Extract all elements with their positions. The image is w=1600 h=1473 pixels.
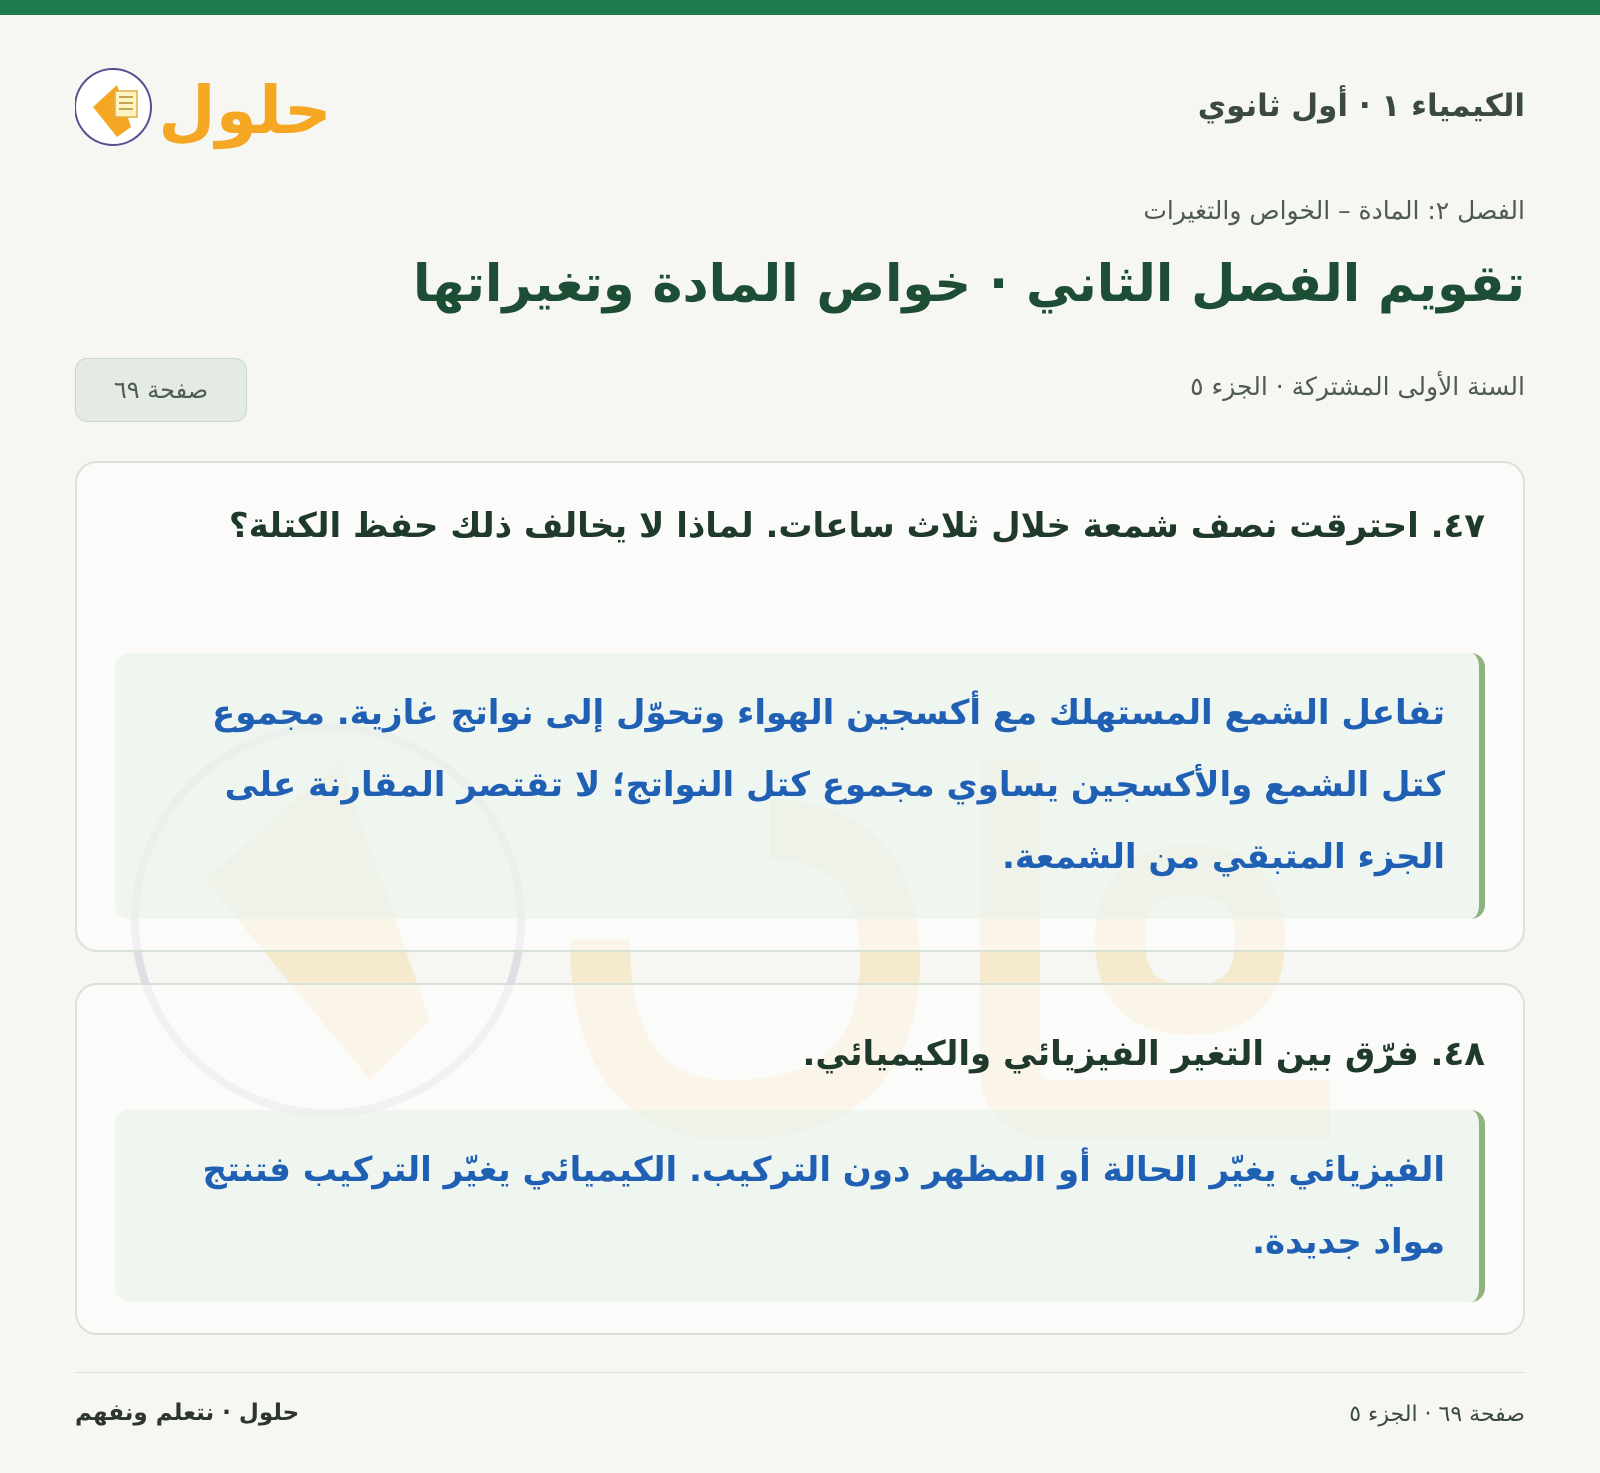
chapter-label: الفصل ٢: المادة – الخواص والتغيرات xyxy=(1143,196,1525,225)
page-header xyxy=(75,55,1525,165)
answer-box: تفاعل الشمع المستهلك مع أكسجين الهواء وتحوّل إلى نواتج غازية. مجموع كتل الشمع والأكسجين يساوي مجموع كتل النواتج؛ لا تقتصر المقارنة على الجزء المتبقي من الشمعة. xyxy=(115,653,1485,919)
question-card xyxy=(75,983,1525,1335)
footer-divider xyxy=(75,1372,1525,1373)
question-card xyxy=(75,461,1525,952)
top-accent-bar xyxy=(0,0,1600,15)
question-text: ٤٨. فرّق بين التغير الفيزيائي والكيميائي. xyxy=(802,1034,1485,1074)
holol-logo xyxy=(75,55,335,160)
page-number-badge: صفحة ٦٩ xyxy=(75,358,247,422)
page-title: تقويم الفصل الثاني · خواص المادة وتغيراتها xyxy=(412,255,1525,314)
course-meta: السنة الأولى المشتركة · الجزء ٥ xyxy=(1190,372,1525,401)
subject-title: الكيمياء ١ · أول ثانوي xyxy=(1197,88,1525,124)
answer-box: الفيزيائي يغيّر الحالة أو المظهر دون التركيب. الكيميائي يغيّر التركيب فتنتج مواد جديدة. xyxy=(115,1110,1485,1302)
footer-page-info: صفحة ٦٩ · الجزء ٥ xyxy=(1349,1402,1525,1427)
footer-brand: حلول · نتعلم ونفهم xyxy=(75,1400,300,1426)
svg-text:حلول: حلول xyxy=(158,72,332,149)
question-text: ٤٧. احترقت نصف شمعة خلال ثلاث ساعات. لماذا لا يخالف ذلك حفظ الكتلة؟ xyxy=(228,506,1485,546)
